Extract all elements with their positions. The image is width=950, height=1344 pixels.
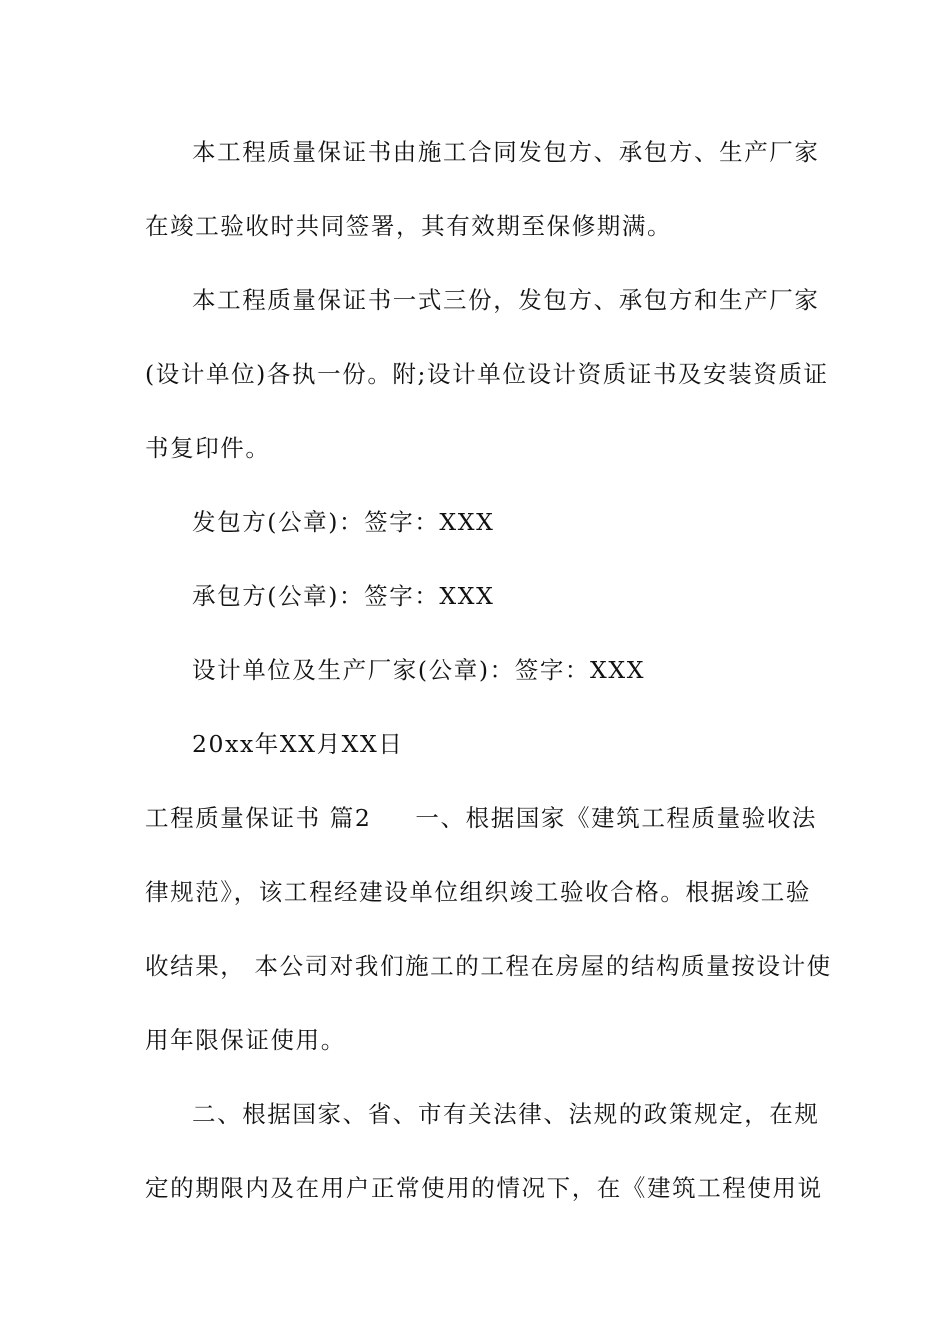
- signature-employer: 发包方(公章)：签字：XXX: [192, 508, 495, 536]
- paragraph-2-line-3: 书复印件。: [145, 434, 271, 462]
- paragraph-2-line-1: 本工程质量保证书一式三份，发包方、承包方和生产厂家: [192, 286, 820, 314]
- paragraph-2-line-2: (设计单位)各执一份。附;设计单位设计资质证书及安装资质证: [145, 360, 829, 388]
- section-2-line-1: [145, 781, 818, 855]
- section-2-line-1-rest: 一、根据国家《建筑工程质量验收法: [415, 804, 818, 832]
- paragraph-1-line-1: 本工程质量保证书由施工合同发包方、承包方、生产厂家: [192, 138, 820, 166]
- paragraph-3-line-1: 二、根据国家、省、市有关法律、法规的政策规定，在规: [192, 1100, 820, 1128]
- signature-contractor: 承包方(公章)：签字：XXX: [192, 582, 495, 610]
- section-2-heading: 工程质量保证书 篇2: [145, 804, 372, 832]
- section-2-line-4: 用年限保证使用。: [145, 1026, 346, 1054]
- section-2-line-3: 收结果， 本公司对我们施工的工程在房屋的结构质量按设计使: [145, 952, 832, 980]
- section-2-line-2: 律规范》，该工程经建设单位组织竣工验收合格。根据竣工验: [145, 878, 811, 906]
- signature-designer-manufacturer: 设计单位及生产厂家(公章)：签字：XXX: [192, 656, 646, 684]
- paragraph-3-line-2: 定的期限内及在用户正常使用的情况下，在《建筑工程使用说: [145, 1174, 823, 1202]
- paragraph-1-line-2: 在竣工验收时共同签署，其有效期至保修期满。: [145, 212, 673, 240]
- signature-date: 20xx年XX月XX日: [192, 730, 404, 758]
- document-body: [145, 115, 832, 1225]
